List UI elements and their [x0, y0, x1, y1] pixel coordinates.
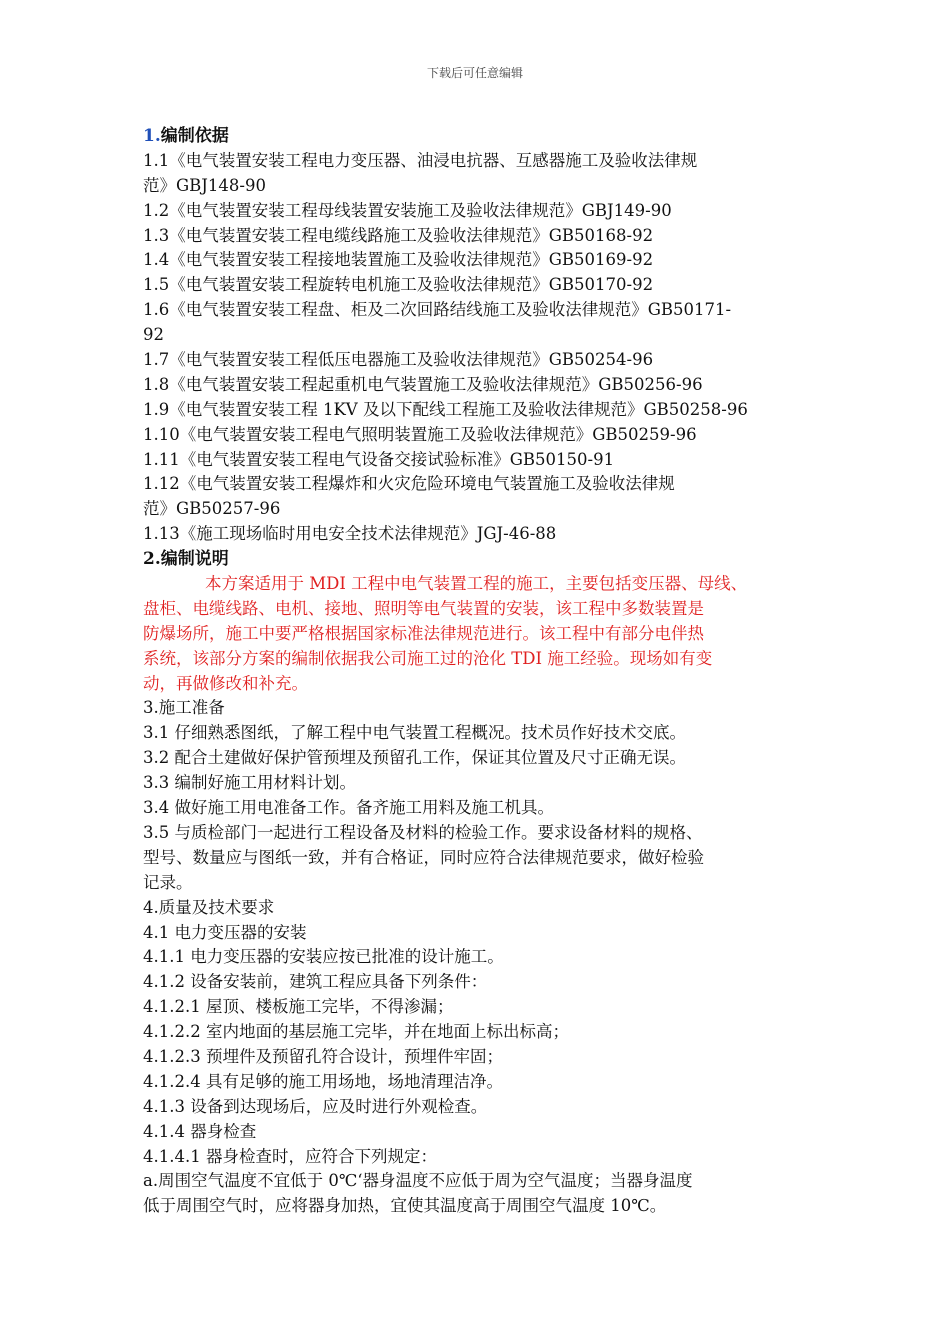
section-1-number: 1. [143, 126, 161, 146]
reference-line: 1.11《电气装置安装工程电气设备交接试验标准》GB50150-91 [143, 449, 615, 469]
reference-line: 1.4《电气装置安装工程接地装置施工及验收法律规范》GB50169-92 [143, 250, 654, 270]
reference-line: 1.10《电气装置安装工程电气照明装置施工及验收法律规范》GB50259-96 [143, 424, 697, 444]
reference-line: 1.13《施工现场临时用电安全技术法律规范》JGJ-46-88 [143, 524, 557, 544]
reference-line: 1.9《电气装置安装工程 1KV 及以下配线工程施工及验收法律规范》GB50258-96 [143, 399, 748, 419]
requirement-line: 4.1.2.1 屋顶、楼板施工完毕，不得渗漏； [143, 997, 454, 1017]
section-1-list [143, 149, 823, 547]
preparation-line: 3.1 仔细熟悉图纸，了解工程中电气装置工程概况。技术员作好技术交底。 [143, 723, 686, 743]
requirement-line: 4.1.4.1 器身检查时，应符合下列规定： [143, 1146, 437, 1166]
reference-line: 1.1《电气装置安装工程电力变压器、油浸电抗器、互感器施工及验收法律规 [143, 150, 698, 170]
requirement-line: 4.1 电力变压器的安装 [143, 922, 307, 942]
reference-line: 1.8《电气装置安装工程起重机电气装置施工及验收法律规范》GB50256-96 [143, 374, 703, 394]
reference-line: 1.5《电气装置安装工程旋转电机施工及验收法律规范》GB50170-92 [143, 275, 654, 295]
reference-line: 1.2《电气装置安装工程母线装置安装施工及验收法律规范》GBJ149-90 [143, 200, 672, 220]
preparation-line: 3.2 配合土建做好保护管预埋及预留孔工作，保证其位置及尺寸正确无误。 [143, 748, 686, 768]
section-4-list [143, 921, 823, 1220]
requirement-line: 4.1.4 器身检查 [143, 1121, 257, 1141]
requirement-line: a.周围空气温度不宜低于 0℃‘器身温度不应低于周为空气温度；当器身温度 [143, 1171, 693, 1191]
requirement-line: 4.1.3 设备到达现场后，应及时进行外观检查。 [143, 1096, 488, 1116]
document-body [143, 124, 823, 1219]
description-line: 动，再做修改和补充。 [143, 673, 308, 693]
section-2-paragraph [143, 572, 823, 696]
requirement-line: 4.1.2.2 室内地面的基层施工完毕，并在地面上标出标高； [143, 1022, 569, 1042]
section-2-heading: 2.编制说明 [143, 549, 229, 570]
section-4-heading: 4.质量及技术要求 [143, 897, 275, 917]
preparation-line: 型号、数量应与图纸一致，并有合格证，同时应符合法律规范要求，做好检验 [143, 847, 704, 867]
requirement-line: 4.1.1 电力变压器的安装应按已批准的设计施工。 [143, 947, 504, 967]
reference-line: 1.12《电气装置安装工程爆炸和火灾危险环境电气装置施工及验收法律规 [143, 474, 675, 494]
reference-line: 1.3《电气装置安装工程电缆线路施工及验收法律规范》GB50168-92 [143, 225, 654, 245]
description-line: 盘柜、电缆线路、电机、接地、照明等电气装置的安装，该工程中多数装置是 [143, 598, 704, 618]
reference-line: 1.6《电气装置安装工程盘、柜及二次回路结线施工及验收法律规范》GB50171- [143, 300, 732, 320]
preparation-line: 3.3 编制好施工用材料计划。 [143, 773, 356, 793]
description-line: 本方案适用于 MDI 工程中电气装置工程的施工，主要包括变压器、母线、 [205, 574, 748, 594]
section-1-title: 编制依据 [160, 126, 229, 146]
reference-line: 1.7《电气装置安装工程低压电器施工及验收法律规范》GB50254-96 [143, 350, 654, 370]
reference-line: 范》GB50257-96 [143, 499, 281, 519]
preparation-line: 3.5 与质检部门一起进行工程设备及材料的检验工作。要求设备材料的规格、 [143, 822, 703, 842]
requirement-line: 4.1.2.3 预埋件及预留孔符合设计，预埋件牢固； [143, 1046, 503, 1066]
requirement-line: 低于周围空气时，应将器身加热，宜使其温度高于周围空气温度 10℃。 [143, 1196, 667, 1216]
requirement-line: 4.1.2.4 具有足够的施工用场地，场地清理洁净。 [143, 1071, 503, 1091]
header-note: 下载后可任意编辑 [426, 66, 523, 80]
description-line: 防爆场所，施工中要严格根据国家标准法律规范进行。该工程中有部分电伴热 [143, 623, 704, 643]
section-1-heading [143, 124, 823, 149]
reference-line: 范》GBJ148-90 [143, 175, 266, 195]
description-line: 系统，该部分方案的编制依据我公司施工过的沧化 TDI 施工经验。现场如有变 [143, 648, 713, 668]
section-3-list [143, 721, 823, 895]
preparation-line: 记录。 [143, 872, 193, 892]
requirement-line: 4.1.2 设备安装前，建筑工程应具备下列条件： [143, 972, 488, 992]
preparation-line: 3.4 做好施工用电准备工作。备齐施工用料及施工机具。 [143, 798, 554, 818]
reference-line: 92 [143, 325, 164, 345]
section-3-heading: 3.施工准备 [143, 698, 225, 718]
